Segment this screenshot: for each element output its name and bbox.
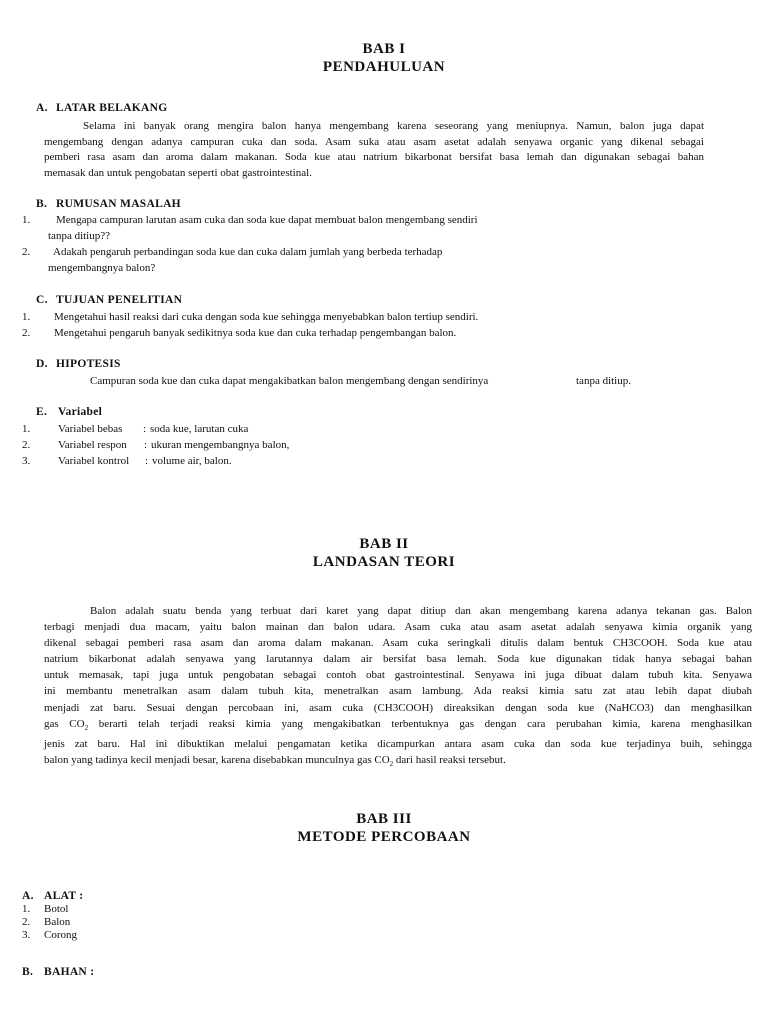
paragraph-line: natrium bikarbonat adalah senyawa yang larutannya dalam air bersifat basa lemah. Soda kue digunakan tidak hanya sebagai bahan (44, 653, 752, 666)
section-c-heading: TUJUAN PENELITIAN (56, 294, 183, 306)
variable-value: volume air, balon. (152, 455, 232, 467)
variable-separator: : (144, 439, 148, 451)
paragraph-line: gas $CO_2$ berarti telah terjadi reaksi kimia yang mengakibatkan terbentuknya gas dengan cara perubahan kimia, karena menghasilkan (44, 717, 752, 732)
section-a-heading: LATAR BELAKANG (56, 102, 168, 114)
hipotesis-text: Campuran soda kue dan cuka dapat mengakibatkan balon mengembang dengan sendirinya (90, 375, 489, 387)
variable-label: Variabel respon (58, 439, 127, 451)
variable-label: Variabel bebas (58, 423, 123, 435)
list-item-text: mengembangnya balon? (48, 262, 156, 274)
chapter-1-title: BAB I (362, 41, 406, 57)
hipotesis-text-end: tanpa ditiup. (576, 375, 631, 387)
list-item-text: Balon (44, 916, 71, 928)
paragraph-line: ini membantu menetralkan asam dalam tubuh kita, menetralkan asam lambung. Ada reaksi kimia satu zat atau lebih dapat diubah (44, 685, 752, 698)
list-item-text: Mengetahui hasil reaksi dari cuka dengan soda kue sehingga menyebabkan balon tertiup sendiri. (54, 311, 479, 323)
chapter-2-subtitle: LANDASAN TEORI (312, 554, 456, 570)
section-b-marker: B. (22, 966, 34, 978)
paragraph-line: mengembang dengan adanya campuran cuka dan soda. Asam suka atau asam asetat adalah senyawa organic yang dikenal sebagai (44, 135, 704, 148)
list-item-text: Mengapa campuran larutan asam cuka dan soda kue dapat membuat balon mengembang sendiri (56, 214, 478, 226)
paragraph-line: untuk memasak, tapi juga untuk pengobatan sebagai contoh obat gastrointestinal. Senyawa ini juga dibuat dalam tubuh kita. Senyawa (44, 669, 752, 682)
list-number: 2. (22, 246, 31, 258)
paragraph-line: balon yang tadinya kecil menjadi besar, karena disebabkan munculnya gas $CO_2$ dari hasil reaksi tersebut. (44, 754, 506, 769)
list-number: 3. (22, 929, 31, 941)
list-item-text: Corong (44, 929, 77, 941)
paragraph-line: dikenal sebagai pemberi rasa asam dan aroma dalam makanan. Asam cuka seringkali ditulis dalam bentuk CH3COOH. Soda kue atau (44, 637, 752, 650)
chapter-3-title: BAB III (356, 811, 412, 827)
list-number: 1. (22, 423, 31, 435)
section-a-marker: A. (22, 890, 34, 902)
paragraph-line: jenis zat baru. Hal ini dibuktikan melalui pengamatan ketika dicampurkan antara asam cuka dan soda kue terjadinya buih, sehingga (44, 737, 752, 750)
list-number: 1. (22, 214, 31, 226)
list-item-text: Adakah pengaruh perbandingan soda kue dan cuka dalam jumlah yang berbeda terhadap (53, 246, 443, 258)
paragraph-line: memasak dan untuk pengobatan seperti obat gastrointestinal. (44, 166, 312, 179)
variable-value: ukuran mengembangnya balon, (151, 439, 290, 451)
section-e-heading: Variabel (58, 406, 103, 418)
section-d-heading: HIPOTESIS (56, 358, 121, 370)
section-c-marker: C. (36, 294, 48, 306)
section-b-marker: B. (36, 198, 48, 210)
list-item-text: Botol (44, 903, 69, 915)
list-item-text: Mengetahui pengaruh banyak sedikitnya soda kue dan cuka terhadap pengembangan balon. (54, 327, 457, 339)
paragraph-line: pemberi rasa asam dan aroma dalam makanan. Soda kue atau natrium bikarbonat bersifat basa lemah dan digunakan sebagai bahan (44, 151, 704, 164)
bahan-heading: BAHAN : (44, 966, 95, 978)
landasan-teori-paragraph (44, 603, 752, 772)
list-number: 2. (22, 439, 31, 451)
paragraph-line: menjadi zat baru. Sesuai dengan percobaan ini, asam cuka (CH3COOH) direaksikan dengan soda kue (NaHCO3) dan menghasilkan (44, 701, 752, 714)
list-number: 2. (22, 916, 31, 928)
paragraph-line: terbagi menjadi dua macam, yaitu balon mainan dan balon udara. Asam cuka atau asam asetat adalah senyawa kimia organik yang (44, 621, 752, 634)
list-item-text: tanpa ditiup?? (48, 230, 111, 242)
variable-separator: : (145, 455, 149, 467)
list-number: 1. (22, 311, 31, 323)
chapter-2-title: BAB II (359, 536, 409, 552)
variable-separator: : (143, 423, 147, 435)
list-number: 1. (22, 903, 31, 915)
chapter-3-subtitle: METODE PERCOBAAN (297, 829, 471, 845)
section-b-heading: RUMUSAN MASALAH (56, 198, 181, 210)
latar-belakang-paragraph (44, 119, 704, 181)
variable-label: Variabel kontrol (58, 455, 130, 467)
chapter-1-subtitle: PENDAHULUAN (322, 59, 446, 75)
list-number: 3. (22, 455, 31, 467)
paragraph-line: Balon adalah suatu benda yang terbuat dari karet yang dapat ditiup dan akan mengembang karena adanya tekanan gas. Balon (90, 605, 752, 617)
section-a-marker: A. (36, 102, 48, 114)
section-d-marker: D. (36, 358, 48, 370)
list-number: 2. (22, 327, 31, 339)
alat-heading: ALAT : (44, 890, 84, 902)
variable-value: soda kue, larutan cuka (150, 423, 249, 435)
section-e-marker: E. (36, 406, 48, 418)
paragraph-line: Selama ini banyak orang mengira balon hanya mengembang karena seseorang yang meniupnya. Namun, balon juga dapat (83, 120, 704, 132)
